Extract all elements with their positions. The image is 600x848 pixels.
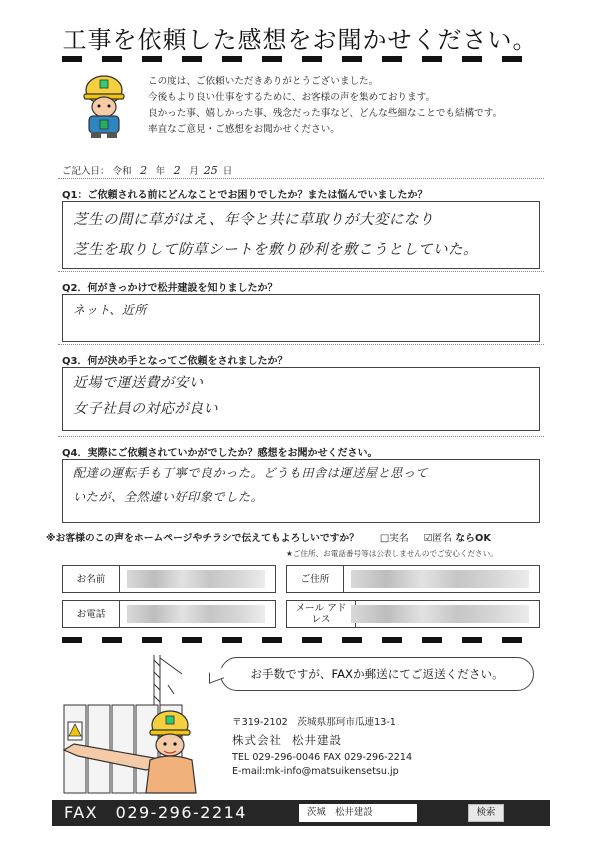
date-era: 令和 [112,166,132,177]
consent-question: ※お客様のこの声をホームページやチラシで伝えてもよろしいですか？ [46,533,360,544]
date-month-unit: 月 [189,166,199,177]
dashed-divider [62,56,540,62]
redacted-name [127,570,265,588]
email-field[interactable] [286,600,540,628]
phone-field[interactable] [62,600,276,628]
company-email[interactable]: E-mail:mk-info@matsuikensetsu.jp [232,766,399,777]
question-2: Q2．何がきっかけで松井建設を知りましたか？ [62,283,278,294]
fax-number: FAX 029-296-2214 [64,803,247,822]
company-info [232,716,412,779]
answer-box-3 [62,367,540,431]
intro-line: この度は、ご依頼いただきありがとうございました。 [148,76,379,87]
date-label: ご記入日： [62,166,110,177]
company-name: 松井建設 [292,733,342,747]
answer-1-line-2: 芝生を取りして防草シートを敷り砂利を敷こうとしていた。 [73,242,478,258]
redacted-address [351,570,529,588]
answer-2-line-1: ネット、近所 [73,303,147,317]
answer-1-line-1: 芝生の間に草がはえ、年令と共に草取りが大変になり [73,212,434,228]
privacy-note: ★ご住所、お電話番号等は公表しませんのでご安心ください。 [286,549,498,558]
address-field[interactable] [286,565,540,593]
dotted-divider [58,178,544,179]
page-title: 工事を依頼した感想をお聞かせください。 [62,26,538,54]
return-request-bubble: お手数ですが、FAXか郵送にてご返送ください。 [220,657,534,691]
answer-4-line-1: 配達の運転手も丁寧で良かった。どうも田舎は運送屋と思って [73,466,429,480]
intro-line: 良かった事、嬉しかった事、残念だった事など、どんな些細なことでも結構です。 [148,108,503,119]
company-postal-address: 〒319-2102 茨城県那珂市瓜連13-1 [232,717,396,728]
search-button[interactable]: 検索 [468,804,504,822]
consent-suffix: ならOK [455,533,491,544]
company-tel-fax: TEL 029-296-0046 FAX 029-296-2214 [232,752,413,763]
question-3: Q3．何が決め手となってご依頼をされましたか？ [62,356,288,367]
question-1: Q1：ご依頼される前にどんなことでお困りでしたか？または悩んでいましたか？ [62,190,428,201]
footer-bar [52,800,550,826]
dotted-divider [58,436,544,437]
entry-date [62,163,232,177]
option-real-name[interactable]: □実名 [379,533,409,544]
worker-mascot-icon [74,70,134,140]
date-day: 25 [203,164,218,177]
publish-consent [46,530,491,544]
answer-box-4 [62,459,540,523]
name-label: お名前 [63,566,120,592]
answer-box-2 [62,294,540,342]
answer-3-line-2: 女子社員の対応が良い [73,401,218,417]
dotted-divider [58,271,544,272]
name-field[interactable] [62,565,276,593]
date-day-unit: 日 [222,166,233,177]
phone-label: お電話 [63,601,120,627]
question-4: Q4．実際にご依頼されていかがでしたか？感想をお聞かせください。 [62,448,378,459]
redacted-email [351,605,529,623]
date-year: 2 [140,164,148,177]
answer-box-1 [62,201,540,269]
redacted-phone [127,605,265,623]
company-type: 株式会社 [232,733,282,747]
intro-line: 今後もより良い仕事をするために、お客様の声を集めております。 [148,92,436,103]
date-month: 2 [173,164,181,177]
option-anonymous[interactable]: ☑匿名 [423,533,452,544]
construction-worker-icon [54,650,224,795]
email-label: メール アドレス [287,601,356,627]
date-year-unit: 年 [155,166,166,177]
address-label: ご住所 [287,566,344,592]
search-input[interactable]: 茨城 松井建設 [299,804,417,822]
intro-text [148,74,568,138]
answer-4-line-2: いたが、全然違い好印象でした。 [73,490,264,504]
dashed-divider [62,637,540,643]
intro-line: 率直なご意見・ご感想をお聞かせください。 [148,124,340,135]
answer-3-line-1: 近場で運送費が安い [73,375,204,391]
dotted-divider [58,344,544,345]
